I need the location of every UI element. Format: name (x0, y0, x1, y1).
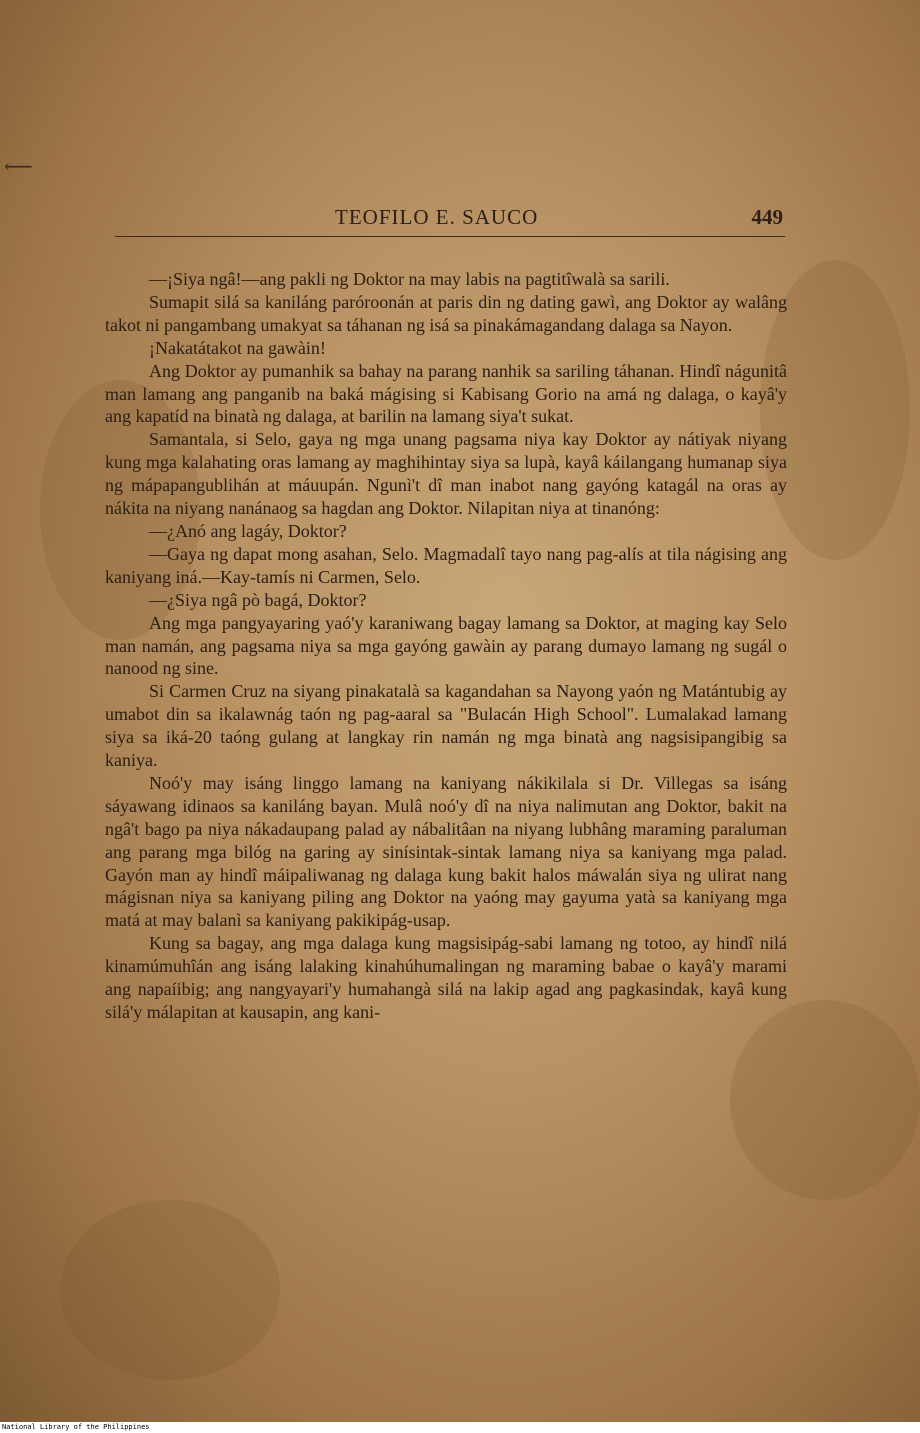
header-title: TEOFILO E. SAUCO (335, 205, 539, 229)
paragraph: Samantala, si Selo, gaya ng mga unang pagsama niya kay Doktor ay nátiyak niyang kung mga kalahating oras lamang ay maghihintay siya sa lupà, kayâ káilangang humanap siya ng mápapangublihán at máuupán. Ngunì't dî man inabot nang gayóng katagál na oras ay nákita na niyang nanánaog sa hagdan ang Doktor. Nilapitan niya at tinanóng: (105, 429, 787, 519)
paragraph: ¡Nakatátakot na gawàin! (149, 337, 326, 358)
header-rule (115, 236, 785, 237)
body-text (105, 268, 787, 1024)
paragraph: —¡Siya ngâ!—ang pakli ng Doktor na may labis na pagtitîwalà sa sarili. (149, 269, 670, 289)
paragraph: —Gaya ng dapat mong asahan, Selo. Magmadalî tayo nang pag-alís at tila nágising ang kaniyang iná.—Kay-tamís ni Carmen, Selo. (105, 543, 787, 587)
page-stain (60, 1200, 280, 1380)
paragraph: —¿Siya ngâ pò bagá, Doktor? (149, 589, 367, 610)
page-stain (730, 1000, 920, 1200)
paragraph: Si Carmen Cruz na siyang pinakatalà sa kagandahan sa Nayong yaón ng Matántubig ay umabot din sa ikalawnág taón ng pag-aaral sa "Bulacán High School". Lumalakad lamang siya sa iká-20 taóng gulang at langkay rin namán ng mga binatà ang nagsisipangibig sa kaniya. (105, 681, 787, 771)
running-header (115, 205, 785, 231)
footer-bar (0, 1422, 920, 1433)
paragraph: Ang Doktor ay pumanhik sa bahay na parang nanhik sa sariling táhanan. Hindî nágunitâ man lamang ang panganib na baká mágising si Kabisang Gorio na amá ng dalaga, o kayâ'y ang kapatíd na binatà ng dalaga, at barilin na lamang siya't sukat. (105, 360, 787, 427)
paragraph: Kung sa bagay, ang mga dalaga kung magsisipág-sabi lamang ng totoo, ay hindî nilá kinamúmuhîán ang isáng lalaking kinahúhumalingan ng maraming babae o kayâ'y marami ang napaíibig; ang nangyayari'y humahangà silá na lakip agad ang pagkasindak, kayâ kung silá'y málapitan at kausapin, ang kani- (105, 933, 787, 1022)
paragraph: —¿Anó ang lagáy, Doktor? (149, 520, 347, 541)
footer-credit: National Library of the Philippines (2, 1423, 150, 1431)
paragraph: Ang mga pangyayaring yaó'y karaniwang bagay lamang sa Doktor, at maging kay Selo man namán, ang pagsama niya sa mga gayóng gawàin ay parang dumayo lamang ng sugál o nanood ng sine. (105, 612, 787, 679)
paragraph: Sumapit silá sa kaniláng paróroonán at paris din ng dating gawì, ang Doktor ay walâng takot ni pangambang umakyat sa táhanan ng isá sa pinakámagandang dalaga sa Nayon. (105, 291, 787, 335)
paragraph: Noó'y may isáng linggo lamang na kaniyang nákikilala si Dr. Villegas sa isáng sáyawang idinaos sa kaniláng bayan. Mulâ noó'y dî na niya nalimutan ang Doktor, bakit na ngâ't bago pa niya nákadaupang palad ay nábalitâan na niyang lubhâng maraming paraluman ang parang mga bilóg na garing ay sinísintak-sintak lamang niya sa kaniyang mga palad. Gayón man ay hindî máipaliwanag ng dalaga kung bakit halos máwalán siya ng ulirat nang mágisnan niya sa kaniyang piling ang Doktor na yaóng may gayuma yatà sa kaniyang mga matá at may balanì sa kaniyang pakikipág-usap. (105, 772, 787, 931)
margin-mark-icon: ⟵ (4, 154, 33, 178)
page-number: 449 (751, 205, 783, 229)
